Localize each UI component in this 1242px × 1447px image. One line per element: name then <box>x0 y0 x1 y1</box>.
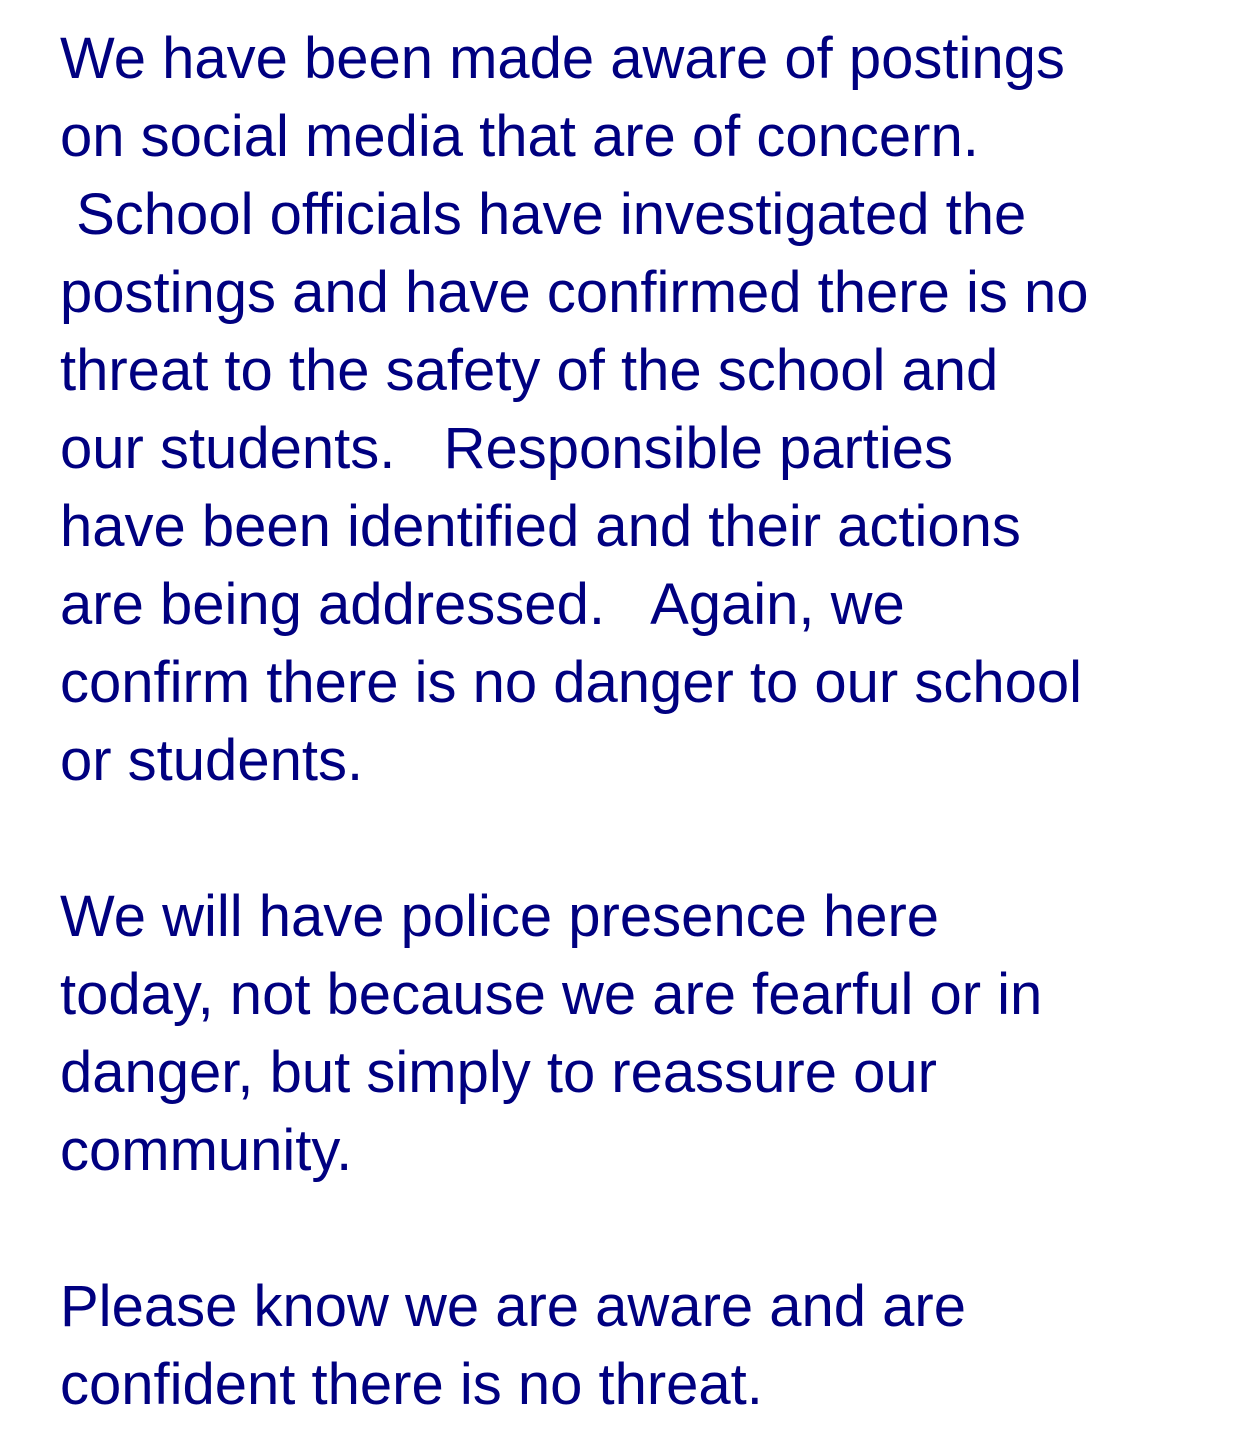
text-line: We will have police presence here <box>60 884 940 949</box>
paragraph-police-presence <box>60 878 1210 1190</box>
paragraph-spacer <box>60 800 1210 878</box>
paragraph-spacer <box>60 1190 1210 1268</box>
text-line: We have been made aware of postings <box>60 26 1065 91</box>
text-line: community. <box>60 1118 353 1183</box>
text-line: postings and have confirmed there is no <box>60 260 1089 325</box>
text-line: have been identified and their actions <box>60 494 1021 559</box>
text-line: confident there is no threat. <box>60 1352 763 1417</box>
text-line: or students. <box>60 728 364 793</box>
text-line: our students. Responsible parties <box>60 416 954 481</box>
text-line: on social media that are of concern. <box>60 104 979 169</box>
text-line: are being addressed. Again, we <box>60 572 905 637</box>
paragraph-social-media-postings <box>60 20 1210 800</box>
text-line: School officials have investigated the <box>60 182 1027 247</box>
text-line: today, not because we are fearful or in <box>60 962 1043 1027</box>
text-line: danger, but simply to reassure our <box>60 1040 937 1105</box>
text-line: threat to the safety of the school and <box>60 338 999 403</box>
paragraph-closing <box>60 1268 1210 1424</box>
text-line: confirm there is no danger to our school <box>60 650 1082 715</box>
notice-document <box>60 20 1210 1424</box>
text-line: Please know we are aware and are <box>60 1274 966 1339</box>
